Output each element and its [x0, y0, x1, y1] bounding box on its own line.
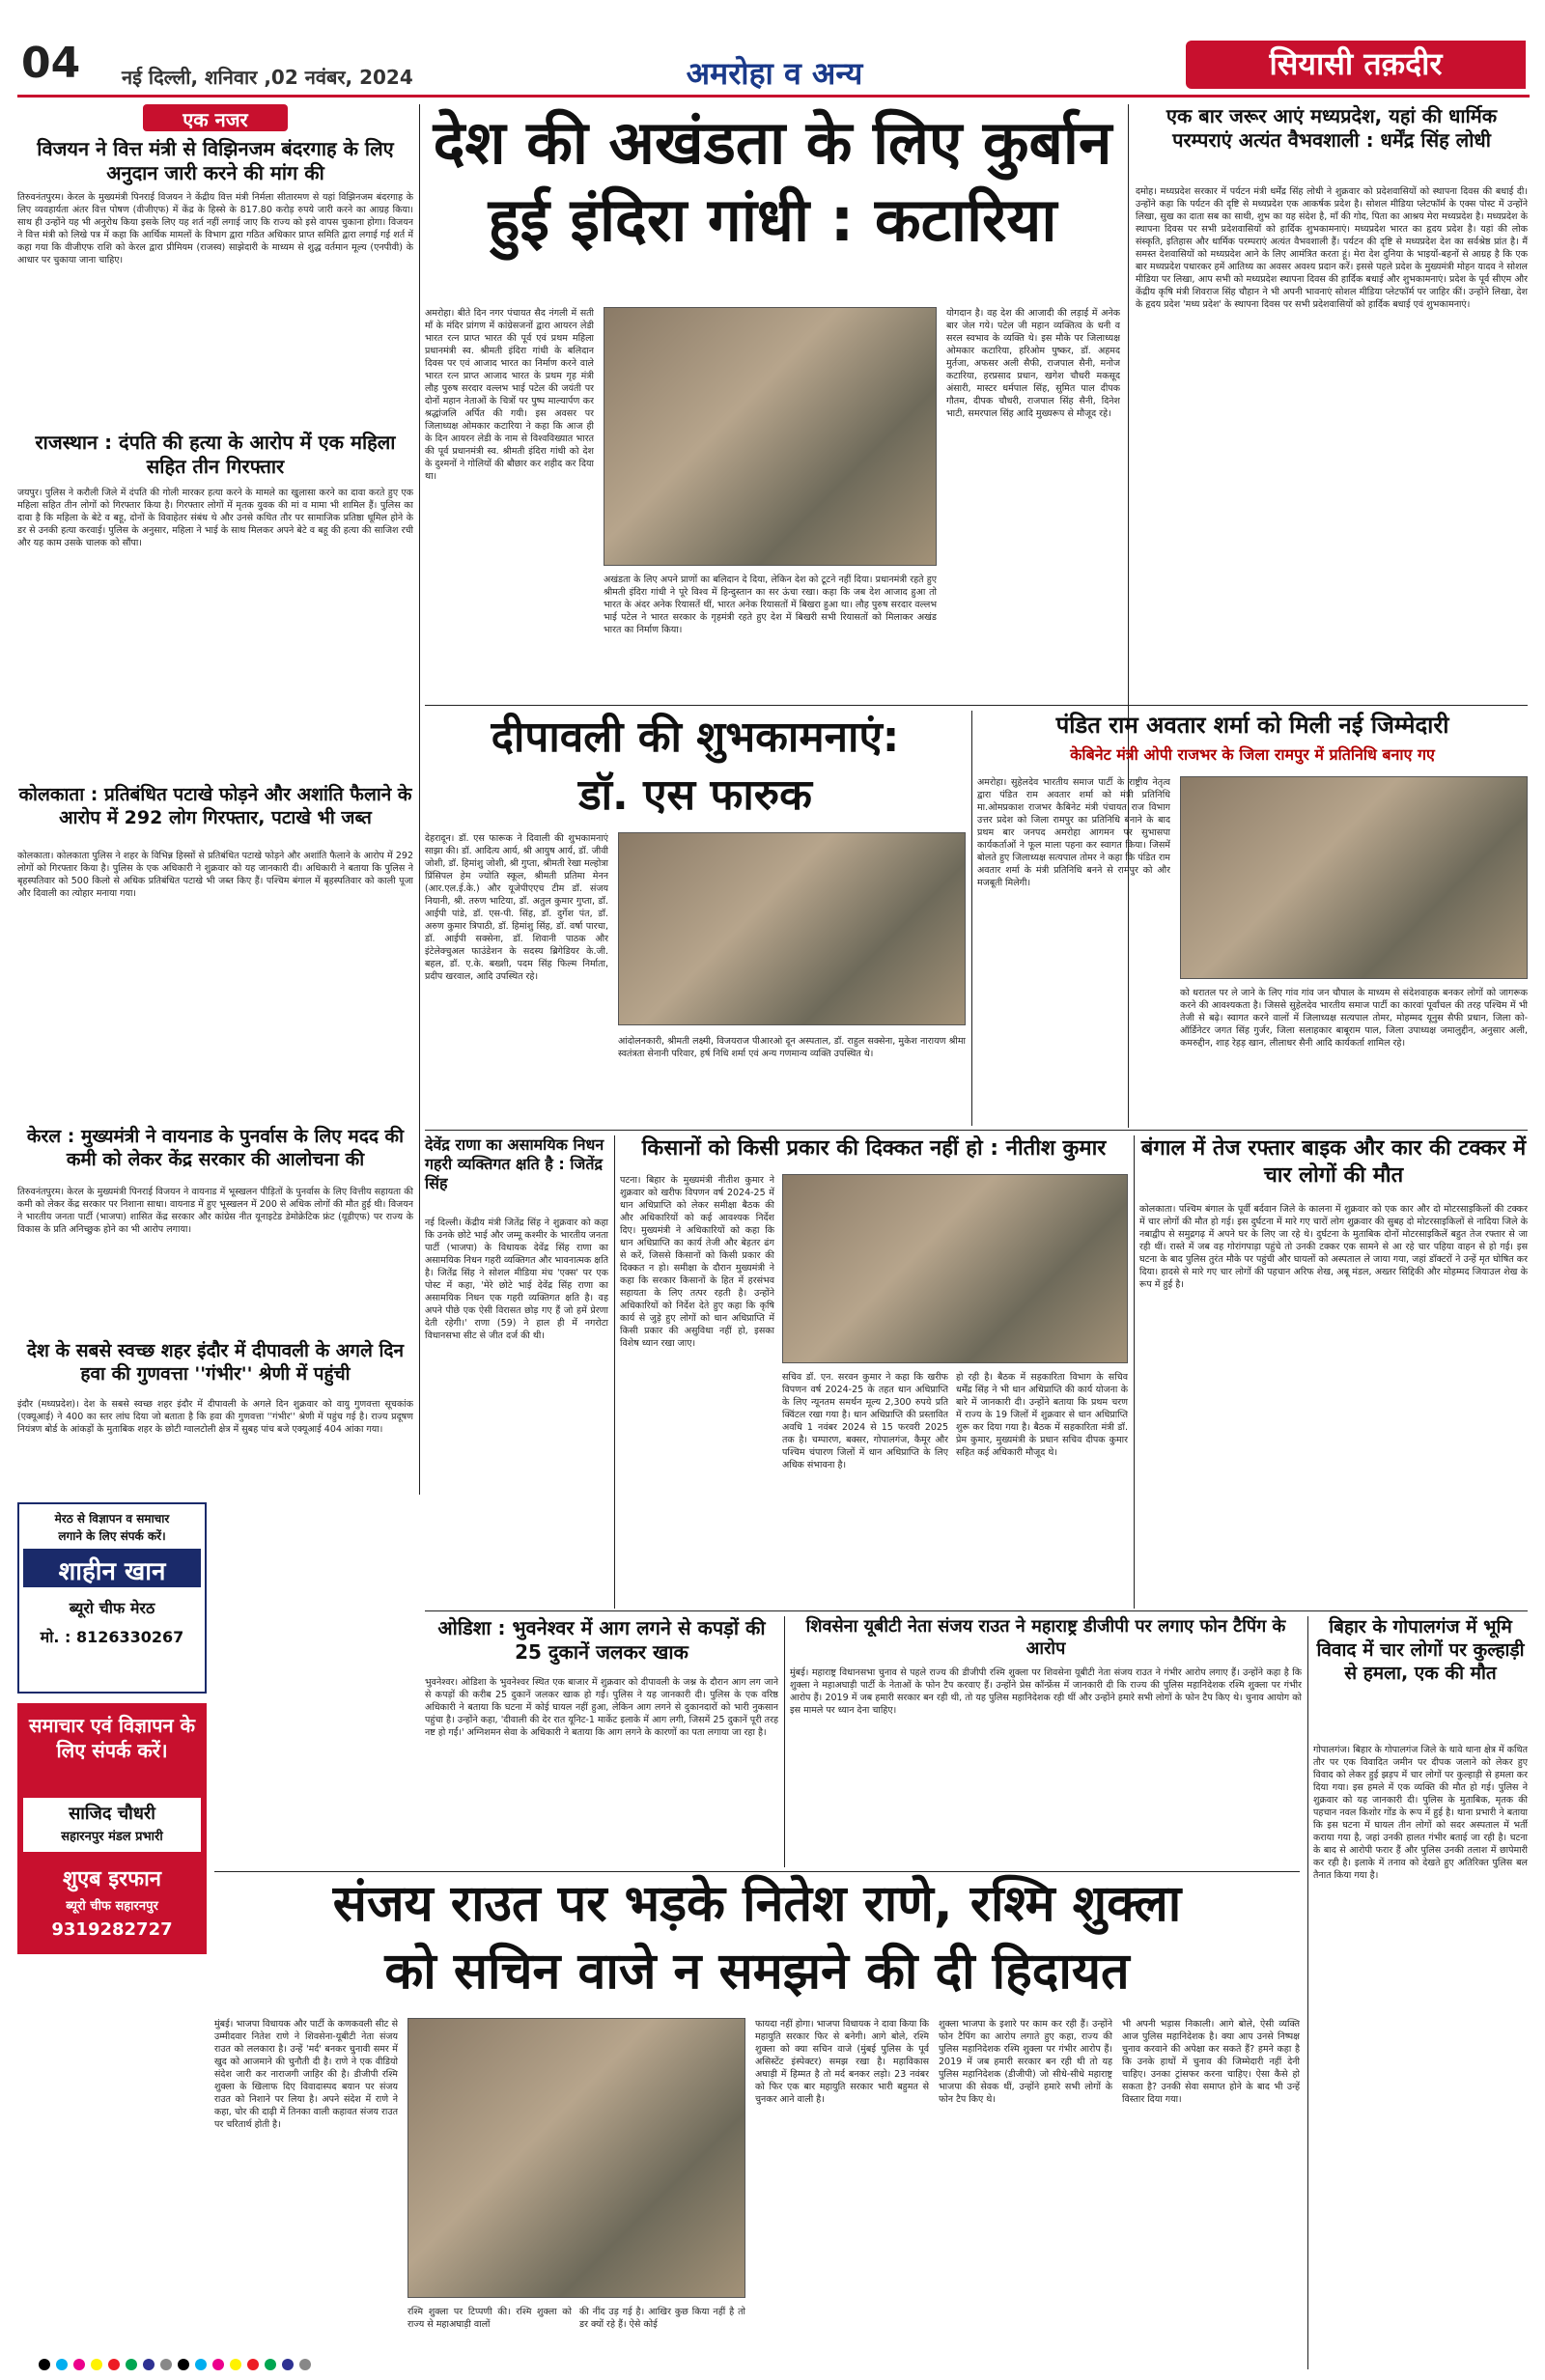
diwali-body-2: आंदोलनकारी, श्रीमती लक्ष्मी, विजयराज पीआरओ दून अस्पताल, डॉ. राहुल सक्सेना, मुकेश नारायण श्रीमा स्वतंत्रता सेनानी परिवार, हर्ष निधि शर्मा एवं अन्य गणमान्य व्यक्ति उपस्थित थे।: [618, 1036, 966, 1059]
rane-headline-2: को सचिन वाजे न समझने की दी हिदायत: [384, 1943, 1130, 2001]
nitish-photo: [782, 1174, 1128, 1363]
ramavtar-story: [977, 711, 1528, 1126]
diwali-body-1: देहरादून। डॉ. एस फारूक ने दिवाली की शुभकामनाएं साझा की। डॉ. आदित्य आर्य, श्री आयुष आर्य, डॉ. जीवी जोशी, डॉ. हिमांशु जोशी, श्री गुप्ता, श्रीमती रेखा मल्होत्रा प्रिंसिपल हेम ज्योति स्कूल, श्रीमती प्रतिमा मेनन (आर.एल.ई.के.) और यूजेपीएएच टीम डॉ. संजय नियानी, श्री. तरुण भाटिया, डॉ. अतुल कुमार गुप्ता, डॉ. आईपी पांडे, डॉ. एस-पी. सिंह, डॉ. दुर्गेश पंत, डॉ. अरुण कुमार त्रिपाठी, डॉ. हिमांशु सिंह, डॉ. वर्षा पारचा, डॉ. आईपी सक्सेना, डॉ. शिवानी पाठक और इंटेलेक्चुअल फाउंडेशन के सदस्य ब्रिगेडियर के.जी. बहल, डॉ. ए.के. बख्शी, पदम सिंह फिल्म निर्माता, प्रदीप खरवाल, आदि उपस्थित रहे।: [425, 833, 608, 982]
ad-saharanpur-phone: 9319282727: [51, 1919, 173, 1940]
brief-5-headline: देश के सबसे स्वच्छ शहर इंदौर में दीपावली के अगले दिन हवा की गुणवत्ता ''गंभीर'' श्रेणी में पहुंची: [26, 1340, 405, 1385]
masthead-rule: [17, 95, 1530, 98]
rane-headline-1: संजय राउत पर भड़के नितेश राणे, रश्मि शुक्ला: [332, 1875, 1182, 1933]
column-rule-bengal: [1134, 1135, 1135, 1609]
ad-meerut-role: ब्यूरो चीफ मेरठ: [69, 1599, 155, 1617]
lead-headline: देश की अखंडता के लिए कुर्बान हुई इंदिरा गांधी : कटारिया: [433, 107, 1112, 255]
ramavtar-photo: [1180, 776, 1528, 979]
odisha-story: [425, 1616, 778, 1867]
left-column: [17, 104, 413, 1495]
ad-meerut-phone: मो. : 8126330267: [40, 1628, 184, 1646]
brief-1-body: तिरुवनंतपुरम। केरल के मुख्यमंत्री पिनराई विजयन ने केंद्रीय वित्त मंत्री निर्मला सीतारमण से यहां विझिनजम बंदरगाह के लिए व्यवहार्यता अंतर वित्त पोषण (वीजीएफ) में केंद्र के हिस्से के 817.80 करोड़ रुपये जारी करने का आग्रह किया। साथ ही उन्होंने यह भी अनुरोध किया इसके लिए यह शर्त नहीं लगाई जाए कि राज्य को इसे वापस चुकाना होगा। विजयन ने वित्त मंत्री को लिखे पत्र में कहा कि आर्थिक मामलों के विभाग द्वारा गठित अधिकार प्राप्त समिति द्वारा लगाई गई शर्त में कहा गया कि वीजीएफ राशि को केरल द्वारा प्रीमियम (राजस्व) साझेदारी के माध्यम से शुद्ध वर्तमान मूल्य (एनपीवी) के आधार पर चुकाया जाना चाहिए।: [17, 192, 413, 266]
rane-col-4: भी अपनी भड़ास निकाली। आगे बोले, ऐसी व्यक्ति आज पुलिस महानिदेशक है। क्या आप उनसे निष्पक्ष चुनाव करवाने की अपेक्षा कर सकते हैं? हमने कहा है कि उनके हाथों में चुनाव की जिम्मेदारी नहीं देनी चाहिए। उनका ट्रांसफर करना चाहिए। ऐसा कैसे हो सकता है? उनकी सेवा समाप्त होने के बाद भी उन्हें विस्तार दिया गया।: [1122, 2019, 1300, 2105]
rule-row-4: [425, 1610, 1528, 1611]
ad-saharanpur-head: समाचार एवं विज्ञापन के लिए संपर्क करें।: [29, 1714, 195, 1762]
brief-3-body: कोलकाता। कोलकाता पुलिस ने शहर के विभिन्न हिस्सों से प्रतिबंधित पटाखे फोड़ने और अशांति फैलाने के आरोप में 292 लोगों को गिरफ्तार किया है। पुलिस के एक अधिकारी ने शुक्रवार को यह जानकारी दी। अधिकारी ने बताया कि पुलिस ने बृहस्पतिवार को 500 किलो से अधिक प्रतिबंधित पटाखे भी जब्त किए हैं। पश्चिम बंगाल में बृहस्पतिवार को काली पूजा और दिवाली का त्योहार मनाया गया।: [17, 851, 413, 899]
masthead: [0, 0, 1545, 97]
rane-photo: [407, 2018, 745, 2298]
brief-4-body: तिरुवनंतपुरम। केरल के मुख्यमंत्री पिनराई विजयन ने वायनाड में भूस्खलन पीड़ितों के पुनर्वास के लिए वित्तीय सहायता की कमी को लेकर केंद्र सरकार पर निशाना साधा। वायनाड में हुए भूस्खलन में 200 से अधिक लोगों की मौत हुई थी। विजयन ने भारतीय जनता पार्टी (भाजपा) शासित केंद्र सरकार और कांग्रेस नीत यूनाइटेड डेमोक्रेटिक फ्रंट (यूडीएफ) पर राज्य के विकास के प्रति अनिच्छुक होने का भी आरोप लगाया।: [17, 1187, 413, 1235]
ramavtar-subhead: केबिनेट मंत्री ओपी राजभर के जिला रामपुर में प्रतिनिधि बनाए गए: [1070, 745, 1435, 764]
dateline: नई दिल्ली, शनिवार ,02 नवंबर, 2024: [122, 66, 413, 89]
page-number: 04: [21, 39, 81, 88]
odisha-body: भुवनेश्वर। ओडिशा के भुवनेश्वर स्थित एक बाजार में शुक्रवार को दीपावली के जश्न के दौरान आग लग जाने से कपड़ों की करीब 25 दुकानें जलकर खाक हो गईं। पुलिस ने यह जानकारी दी। पुलिस के एक वरिष्ठ अधिकारी ने बताया कि घटना में कोई घायल नहीं हुआ, लेकिन आग लगने से दुकानदारों को भारी नुकसान पहुंचा है। उन्होंने कहा, 'दीवाली की देर रात यूनिट-1 मार्केट इलाके में आग लगी, जिसमें 25 दुकानें पूरी तरह नष्ट हो गईं।' अग्निशमन सेवा के अधिकारी ने बताया कि आग लगने के कारणों का पता लगाया जा रहा है।: [425, 1677, 778, 1738]
dharmendra-body: दमोह। मध्यप्रदेश सरकार में पर्यटन मंत्री धर्मेंद्र सिंह लोधी ने शुक्रवार को प्रदेशवासियों को स्थापना दिवस की बधाई दी। उन्होंने कहा कि पर्यटन की दृष्टि से मध्यप्रदेश एक आकर्षक प्रदेश है। सोशल मीडिया प्लेटफॉर्म के एक्स पोस्ट में उन्होंने लिखा, सुख का दाता सब का साथी, शुभ का यह संदेश है, माँ की गोद, पिता का आश्रय मेरा मध्यप्रदेश है। मध्यप्रदेश के स्थापना दिवस पर सभी प्रदेशवासियों को हार्दिक शुभकामनाएं। मध्यप्रदेश भारत का हृदय प्रदेश है। यहां की लोक संस्कृति, इतिहास और धार्मिक परम्पराएं अत्यंत वैभवशाली हैं। पर्यटन की दृष्टि से मध्यप्रदेश देश का सर्वश्रेष्ठ प्रांत है। मैं समस्त देशवासियों को मध्यप्रदेश आने के लिए आमंत्रित करता हूं। मेरा देश दुनिया के भाइयों-बहनों से आग्रह है कि एक बार मध्यप्रदेश पधारकर हमें आतिथ्य का अवसर अवश्य प्रदान करें। इससे पहले प्रदेश के मुख्यमंत्री मोहन यादव ने सोशल मीडिया पर लिखा, आप सभी को मध्यप्रदेश स्थापना दिवस की हार्दिक बधाई और शुभकामनाएं। प्रदेश के पूर्व सीएम और केंद्रीय कृषि मंत्री शिवराज सिंह चौहान ने भी अपनी भावनाएं सोशल मीडिया प्लेटफॉर्म पर जाहिर कीं। उन्होंने लिखा, देश के हृदय प्रदेश 'मध्य प्रदेश' के स्थापना दिवस पर सभी प्रदेशवासियों को हार्दिक बधाई एवं शुभकामनाएं।: [1136, 186, 1528, 310]
lead-story: [425, 104, 1120, 703]
brief-3-headline: कोलकाता : प्रतिबंधित पटाखे फोड़ने और अशांति फैलाने के आरोप में 292 लोग गिरफ्तार, पटाखे भी जब्त: [18, 784, 412, 828]
bengal-headline: बंगाल में तेज रफ्तार बाइक और कार की टक्कर में चार लोगों की मौत: [1140, 1136, 1527, 1188]
column-rule-raut: [1307, 1616, 1308, 2369]
rule-row-2: [425, 705, 1528, 706]
bengal-body: कोलकाता। पश्चिम बंगाल के पूर्वी बर्दवान जिले के कालना में शुक्रवार को एक कार और दो मोटरसाइकिलों की टक्कर में चार लोगों की मौत हो गई। इस दुर्घटना में मारे गए चारों लोग शुक्रवार की सुबह दो मोटरसाइकिलों से नादिया जिले के नबाद्वीप से समुद्रगढ़ में अपने घर के लिए जा रहे थे। दुर्घटना के मुताबिक दोनों मोटरसाइकिलें बहुत तेज रफ्तार से जा रही थीं। रास्ते में जब वह गोरांगपाड़ा पहुंचे तो उनकी टक्कर एक सामने से आ रहे चार पहिया वाहन से हो गई। इस घटना के बाद पुलिस तुरंत मौके पर पहुंची और घायलों को अस्पताल ले जाया गया, जहां डॉक्टरों ने उन्हें मृत घोषित कर दिया। हादसे से मारे गए चार लोगों की पहचान अरिफ शेख, अबू मंडल, अख्तर सिद्दिकी और मोहम्मद जियाउल शेख के रूप में हुई है।: [1139, 1204, 1528, 1290]
brief-1-headline: विजयन ने वित्त मंत्री से विझिनजम बंदरगाह के लिए अनुदान जारी करने की मांग की: [37, 137, 394, 184]
column-rule-mid: [971, 711, 972, 1126]
diwali-headline-2: डॉ. एस फारुक: [578, 770, 812, 820]
rane-caption-2: की नींद उड़ गई है। आखिर कुछ किया नहीं है तो डर क्यों रहे हैं। ऐसे कोई: [579, 2307, 745, 2330]
ad-meerut: [17, 1502, 207, 1694]
ad-saharanpur-name: साजिद चौधरी: [69, 1804, 155, 1824]
gopalganj-body: गोपालगंज। बिहार के गोपालगंज जिले के थावे थाना क्षेत्र में कथित तौर पर एक विवादित जमीन पर दीपक जलाने को लेकर हुए विवाद को लेकर हुई झड़प में चार लोगों पर कुल्हाड़ी से हमला कर दिया गया। इस हमले में एक व्यक्ति की मौत हो गई। पुलिस ने शुक्रवार को यह जानकारी दी। पुलिस के मुताबिक, मृतक की पहचान नवल किशोर गोंड के रूप में हुई है। थाना प्रभारी ने बताया कि इस घटना में घायल तीन लोगों को सदर अस्पताल में भर्ती कराया गया है, जहां उनकी हालत गंभीर बताई जा रही है। घटना के बाद से आरोपी फरार हैं और पुलिस उनकी तलाश में छापेमारी कर रही है। इलाके में तनाव को देखते हुए अतिरिक्त पुलिस बल तैनात किया गया है।: [1313, 1745, 1528, 1881]
raut-headline: शिवसेना यूबीटी नेता संजय राउत ने महाराष्ट्र डीजीपी पर लगाए फोन टैपिंग के आरोप: [805, 1616, 1286, 1659]
dharmendra-headline: एक बार जरूर आएं मध्यप्रदेश, यहां की धार्मिक परम्पराएं अत्यंत वैभवशाली : धर्मेंद्र सिंह लोधी: [1166, 104, 1498, 152]
paper-name: सियासी तक़दीर: [1269, 45, 1443, 82]
diwali-headline-1: दीपावली की शुभकामनाएं:: [491, 713, 900, 762]
rane-story: [214, 1873, 1300, 2375]
ramavtar-body-2: को धरातल पर ले जाने के लिए गांव गांव जन चौपाल के माध्यम से संदेशवाहक बनकर लोगों को जागरूक करने की आवश्यकता है। जिससे सुहेलदेव भारतीय समाज पार्टी का कारवां पूर्वांचल की तरह पश्चिम में भी तेजी से बढ़े। स्वागत करने वालों में जिलाध्यक्ष सत्यपाल तोमर, मोहम्मद यूनुस सैफी प्रधान, जिला को-ऑर्डिनेटर जगत सिंह गुर्जर, जिला सलाहकार बाबूराम पाल, जिला उपाध्यक्ष जमालुद्दीन, अनुसार अली, कमरुद्दीन, शाह रेहड़ खान, लीलाधर सैनी आदि कार्यकर्ता शामिल रहे।: [1180, 988, 1528, 1049]
nitish-headline: किसानों को किसी प्रकार की दिक्कत नहीं हो : नीतीश कुमार: [641, 1136, 1107, 1161]
ad-saharanpur: [17, 1703, 207, 1954]
column-rule-left: [419, 104, 420, 1495]
nitish-body-3: हो रही है। बैठक में सहकारिता विभाग के सचिव धर्मेंद्र सिंह ने भी धान अधिप्राप्ति की कार्य योजना के बारे में जानकारी दी। उन्होंने बताया कि प्रथम चरण में राज्य के 19 जिलों में शुक्रवार से धान अधिप्राप्ति शुरू कर दिया गया है। बैठक में सहकारिता मंत्री डॉ. प्रेम कुमार, मुख्यमंत्री के प्रधान सचिव दीपक कुमार सहित कई अधिकारी मौजूद थे।: [956, 1372, 1128, 1458]
gopalganj-headline: बिहार के गोपालगंज में भूमि विवाद में चार लोगों पर कुल्हाड़ी से हमला, एक की मौत: [1316, 1616, 1525, 1684]
column-rule-devendra: [614, 1135, 615, 1609]
raut-story: [790, 1616, 1302, 1867]
bengal-story: [1139, 1135, 1528, 1609]
ad-meerut-name: शाहीन खान: [58, 1557, 166, 1586]
dharmendra-story: [1136, 104, 1528, 645]
rule-row-rane: [214, 1871, 1300, 1872]
brief-5-body: इंदौर (मध्यप्रदेश)। देश के सबसे स्वच्छ शहर इंदौर में दीपावली के अगले दिन शुक्रवार को वायु गुणवत्ता सूचकांक (एक्यूआई) ने 400 का स्तर लांघ दिया जो बताता है कि हवा की गुणवत्ता ''गंभीर'' श्रेणी में पहुंच गई है। राज्य प्रदूषण नियंत्रण बोर्ड के आंकड़ों के मुताबिक शहर के छोटी ग्वालटोली क्षेत्र में सुबह पांच बजे एक्यूआई 404 आंका गया।: [17, 1399, 413, 1435]
devendra-story: [425, 1135, 608, 1609]
lead-body-col2: अखंडता के लिए अपने प्राणों का बलिदान दे दिया, लेकिन देश को टूटने नहीं दिया। प्रधानमंत्री रहते हुए श्रीमती इंदिरा गांधी ने पूरे विश्व में हिन्दुस्तान का सर ऊंचा रखा। कहा कि जब देश आजाद हुआ तो भारत के अंदर अनेक रियासतें थीं, भारत अनेक रियासतों में बिखरा हुआ था। लौह पुरुष सरदार वल्लभ भाई पटेल ने भारत सरकार के गृहमंत्री रहते हुए देश में बिखरी सभी रियासतों को मिलाकर अखंड भारत का निर्माण किया।: [604, 574, 937, 635]
gopalganj-story: [1313, 1616, 1528, 2369]
column-rule-odisha: [784, 1616, 785, 1867]
rane-col-3: शुक्ला भाजपा के इशारे पर काम कर रही हैं। उन्होंने फोन टैपिंग का आरोप लगाते हुए कहा, राज्य की पुलिस महानिदेशक रश्मि शुक्ला पर गंभीर आरोप हैं। 2019 में जब हमारी सरकार बन रही थी तो यह पुलिस महानिदेशक (डीजीपी) जो सीधे-सीधे महाराष्ट्र भाजपा की सेवक थीं, उन्होंने हमारे सभी लोगों के फोन टैप किए थे।: [939, 2019, 1112, 2105]
diwali-photo: [618, 832, 966, 1025]
rane-col-2: फायदा नहीं होगा। भाजपा विधायक ने दावा किया कि महायुति सरकार फिर से बनेगी। आगे बोले, रश्मि शुक्ला को क्या सचिन वाजे (मुंबई पुलिस के पूर्व असिस्टेंट इंस्पेक्टर) समझ रखा है। महाविकास अघाड़ी में हिम्मत है तो मर्द बनकर लड़ो। 23 नवंबर को फिर एक बार महायुति सरकार भारी बहुमत से चुनकर आने वाली है।: [755, 2019, 929, 2105]
ad-saharanpur-role: सहारनपुर मंडल प्रभारी: [61, 1830, 163, 1844]
odisha-headline: ओडिशा : भुवनेश्वर में आग लगने से कपड़ों की 25 दुकानें जलकर खाक: [437, 1616, 766, 1664]
lead-side-text: योगदान है। वह देश की आजादी की लड़ाई में अनेक बार जेल गये। पटेल जी महान व्यक्तित्व के धनी व सरल स्वभाव के व्यक्ति थे। इस मौके पर जिलाध्यक्ष ओमकार कटारिया, हरिओम पुष्कर, डॉ. अहमद मुर्तजा, अफसर अली सैफी, राजपाल सैनी, मनोज कटारिया, हरप्रसाद प्रधान, खगेश चौधरी मकसूद अंसारी, मास्टर धर्मपाल सिंह, सुमित पाल दीपक गौतम, दीपक चौधरी, राजपाल सिंह सैनी, दिनेश भाटी, समरपाल सिंह आदि मुख्यरूप से मौजूद रहे।: [946, 308, 1120, 419]
devendra-body: नई दिल्ली। केंद्रीय मंत्री जितेंद्र सिंह ने शुक्रवार को कहा कि उनके छोटे भाई और जम्मू कश्मीर के भारतीय जनता पार्टी (भाजपा) के विधायक देवेंद्र सिंह राणा का असामयिक निधन गहरी व्यक्तिगत और भावनात्मक क्षति है। जितेंद्र सिंह ने सोशल मीडिया मंच 'एक्स' पर एक पोस्ट में कहा, 'मेरे छोटे भाई देवेंद्र सिंह राणा का असामयिक निधन एक गहरी व्यक्तिगत क्षति है। वह अपने पीछे एक ऐसी विरासत छोड़ गए हैं जो हमें प्रेरणा देती रहेगी।' राणा (59) ने हाल ही में नगरोटा विधानसभा सीट से जीत दर्ज की थी।: [425, 1218, 608, 1341]
ad-meerut-line2: लगाने के लिए संपर्क करें।: [58, 1529, 166, 1543]
ramavtar-body: अमरोहा। सुहेलदेव भारतीय समाज पार्टी के राष्ट्रीय नेतृत्व द्वारा पंडित राम अवतार शर्मा को मंत्री प्रतिनिधि मा.ओमप्रकाश राजभर कैबिनेट मंत्री पंचायत राज विभाग उत्तर प्रदेश को जिला रामपुर का प्रतिनिधि बनाने के बाद प्रथम बार जनपद अमरोहा आगमन पर सुभासपा कार्यकर्ताओं ने फूल माला पहना कर स्वागत किया। जिसमें बोलते हुए जिलाध्यक्ष सत्यपाल तोमर ने कहा कि पंडित राम अवतार शर्मा के मंत्री प्रतिनिधि बनने से रामपुर को और मजबूती मिलेगी।: [977, 777, 1170, 888]
ek-nazar-text: एक नजर: [183, 108, 248, 131]
lead-body-col1: अमरोहा। बीते दिन नगर पंचायत सैद नंगली में सती माँ के मंदिर प्रांगण में कांग्रेसजनों द्वारा आयरन लेडी भारत रत्न प्राप्त भारत की पूर्व एवं प्रथम महिला प्रधानमंत्री स्व. श्रीमती इंदिरा गांधी के बलिदान दिवस पर एवं आजाद भारत का निर्माण करने वाले भारत रत्न प्राप्त आजाद भारत के प्रथम गृह मंत्री लौह पुरुष सरदार वल्लभ भाई पटेल की जयंती पर दोनों महान नेताओं के चित्रों पर पुष्प माल्यार्पण कर श्रद्धांजलि अर्पित की गयी। इस अवसर पर जिलाध्यक्ष ओमकार कटारिया ने कहा कि आज ही के दिन आयरन लेडी के नाम से विश्वविख्यात भारत की पूर्व प्रधानमंत्री स्व. श्रीमती इंदिरा गांधी को देश के दुश्मनों ने गोलियों की बौछार कर शहीद कर दिया था।: [425, 308, 594, 482]
rane-caption-1: रश्मि शुक्ला पर टिप्पणी की। रश्मि शुक्ला को राज्य से महाअघाड़ी वालों: [407, 2307, 572, 2330]
color-registration-bar: [39, 2356, 1506, 2371]
brief-4-headline: केरल : मुख्यमंत्री ने वायनाड के पुनर्वास के लिए मदद की कमी को लेकर केंद्र सरकार की आलोचना की: [26, 1126, 405, 1170]
ad-saharanpur-name2: शुएब इरफान: [62, 1867, 162, 1891]
ad-saharanpur-role2: ब्यूरो चीफ सहारनपुर: [66, 1899, 158, 1914]
raut-body: मुंबई। महाराष्ट्र विधानसभा चुनाव से पहले राज्य की डीजीपी रश्मि शुक्ला पर शिवसेना यूबीटी नेता संजय राउत ने गंभीर आरोप लगाए हैं। उन्होंने कहा है कि शुक्ला ने महाअघाड़ी पार्टी के नेताओं के फोन टैप करवाए हैं। उन्होंने प्रेस कॉन्फ्रेंस में जानकारी दी कि राज्य की पुलिस महानिदेशक रश्मि शुक्ला पर गंभीर आरोप हैं। 2019 में जब हमारी सरकार बन रही थी, तो यह पुलिस महानिदेशक रही थीं और उन्होंने हमारे सभी लोगों के फोन टैप किए थे। चुनाव आयोग को इस मामले पर ध्यान देना चाहिए।: [790, 1667, 1302, 1716]
rule-row-3: [425, 1130, 1528, 1131]
section-name: अमरोहा व अन्य: [686, 55, 863, 92]
nitish-body-1: पटना। बिहार के मुख्यमंत्री नीतीश कुमार ने शुक्रवार को खरीफ विपणन वर्ष 2024-25 में धान अधिप्राप्ति को लेकर समीक्षा बैठक की और अधिकारियों को कई आवश्यक निर्देश दिए। मुख्यमंत्री ने अधिकारियों को कहा कि धान अधिप्राप्ति का कार्य तेजी और बेहतर ढंग से करें, जिससे किसानों को किसी प्रकार की दिक्कत न हो। समीक्षा के दौरान मुख्यमंत्री ने कहा कि सरकार किसानों के हित में हरसंभव सहायता के लिए तत्पर रहती है। उन्होंने अधिकारियों को निर्देश देते हुए कहा कि कृषि कार्य से जुड़े हुए लोगों को धान अधिप्राप्ति में किसी प्रकार की असुविधा नहीं हो, इसका विशेष ध्यान रखा जाए।: [620, 1175, 774, 1349]
rane-col-1: मुंबई। भाजपा विधायक और पार्टी के कणकवली सीट से उम्मीदवार नितेश राणे ने शिवसेना-यूबीटी नेता संजय राउत को ललकारा है। उन्हें 'मर्द' बनकर चुनावी समर में खुद को आजमाने की चुनौती दी है। राणे ने एक वीडियो संदेश जारी कर नाराजगी जाहिर की है। डीजीपी रश्मि शुक्ला के खिलाफ दिए विवादास्पद बयान पर संजय राउत को निशाने पर लिया है। अपने संदेश में राणे ने कहा, चोर की दाढ़ी में तिनका वाली कहावत संजय राउत पर चरितार्थ होती है।: [214, 2019, 398, 2130]
brief-2-body: जयपुर। पुलिस ने करौली जिले में दंपति की गोली मारकर हत्या करने के मामले का खुलासा करने का दावा करते हुए एक महिला सहित तीन लोगों को गिरफ्तार किया है। गिरफ्तार लोगों में मृतक युवक की मां व मामा भी शामिल हैं। पुलिस का दावा है कि महिला के बेटे व बहू, दोनों के विवाहेतर संबंध थे और उनसे कथित तौर पर सामाजिक प्रतिष्ठा धूमिल होने के डर से उनकी हत्या करवाई। पुलिस के अनुसार, महिला ने भाई के साथ मिलकर अपने बेटे व बहू की हत्या की साजिश रची और यह काम उसके चालक को सौंपा।: [17, 488, 413, 548]
brief-2-headline: राजस्थान : दंपति की हत्या के आरोप में एक महिला सहित तीन गिरफ्तार: [35, 431, 396, 478]
diwali-story: [425, 711, 966, 1126]
lead-photo: [604, 307, 937, 566]
devendra-headline: देवेंद्र राणा का असामयिक निधन गहरी व्यक्तिगत क्षति है : जितेंद्र सिंह: [425, 1135, 604, 1192]
ad-meerut-line1: मेरठ से विज्ञापन व समाचार: [54, 1512, 170, 1526]
nitish-story: [620, 1135, 1128, 1609]
ramavtar-headline: पंडित राम अवतार शर्मा को मिली नई जिम्मेदारी: [1055, 712, 1449, 739]
nitish-body-2: सचिव डॉ. एन. सरवन कुमार ने कहा कि खरीफ विपणन वर्ष 2024-25 के तहत धान अधिप्राप्ति के लिए न्यूनतम समर्थन मूल्य 2,300 रुपये प्रति क्विंटल रखा गया है। धान अधिप्राप्ति की प्रस्तावित अवधि 1 नवंबर 2024 से 15 फरवरी 2025 तक है। चम्पारण, बक्सर, गोपालगंज, कैमूर और पश्चिम चंपारण जिलों में धान अधिप्राप्ति के लिए अधिक संभावना है।: [782, 1372, 948, 1470]
